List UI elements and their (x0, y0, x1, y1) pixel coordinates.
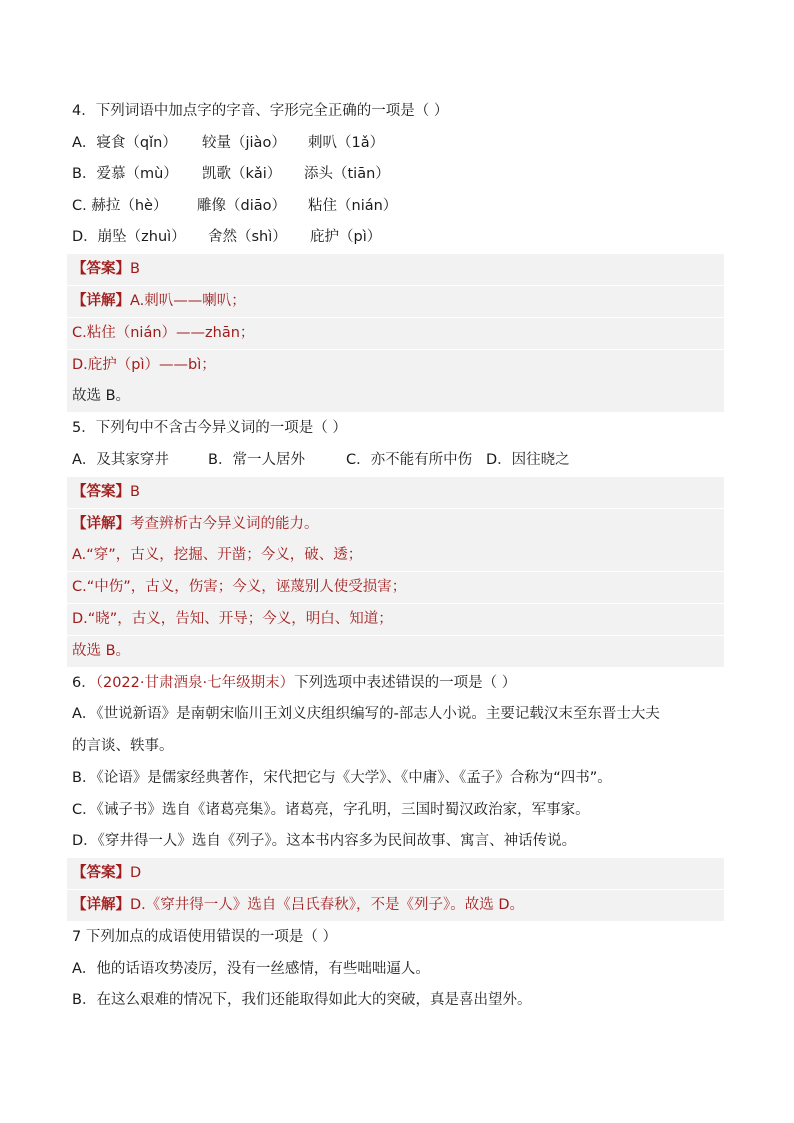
option-c-word-3: 粘住（nián） (308, 198, 398, 214)
question-5-detail-3: C.“中伤”，古义，伤害；今义，诬蔑别人使受损害； (67, 572, 724, 603)
question-text: 下列选项中表述错误的一项是（ ） (294, 675, 517, 691)
question-6-option-a-cont: 的言谈、轶事。 (72, 738, 174, 754)
question-source: （2022·甘肃酒泉·七年级期末） (95, 675, 295, 691)
question-5-option-b: B．常一人居外 (208, 452, 305, 468)
option-b-word-2: 凯歌（kǎi） (202, 166, 282, 182)
question-5-option-a: A．及其家穿井 (72, 452, 169, 468)
option-a-word-1: A．寝食（qǐn） (72, 135, 177, 151)
question-4-option-b (72, 159, 724, 190)
question-4-option-a (72, 128, 724, 159)
question-5-stem: 5．下列句中不含古今异义词的一项是（ ） (72, 420, 347, 436)
question-6-option-a: A．《世说新语》是南朝宋临川王刘义庆组织编写的-部志人小说。主要记载汉末至东晋士大夫 (72, 706, 660, 722)
question-4-detail-1 (67, 286, 724, 317)
question-6-option-d: D．《穿井得一人》选自《列子》。这本书内容多为民间故事、寓言、神话传说。 (72, 833, 577, 849)
option-d-word-1: D．崩坠（zhuì） (72, 229, 186, 245)
answer-value: D (130, 865, 142, 881)
question-4-stem: 4．下列词语中加点字的字音、字形完全正确的一项是（ ） (72, 103, 449, 119)
option-c-word-1: C. 赫拉（hè） (72, 198, 168, 214)
option-c-word-2: 雕像（diāo） (197, 198, 286, 214)
answer-value: B (130, 484, 140, 500)
question-5-detail-1 (67, 509, 724, 540)
option-a-word-2: 较量（jiào） (202, 135, 286, 151)
question-6-detail (67, 890, 724, 921)
question-7-option-a: A．他的话语攻势凌厉，没有一丝感情，有些咄咄逼人。 (72, 961, 430, 977)
question-6-option-c: C．《诫子书》选自《诸葛亮集》。诸葛亮，字孔明，三国时蜀汉政治家，军事家。 (72, 802, 590, 818)
question-4-option-d (72, 222, 724, 253)
question-4-option-c (72, 191, 724, 222)
answer-label: 【答案】 (72, 261, 130, 277)
answer-label: 【答案】 (72, 484, 130, 500)
question-number: 6． (72, 675, 96, 691)
option-d-word-3: 庇护（pì） (310, 229, 382, 245)
question-4-detail-2: C.粘住（nián）——zhān； (67, 318, 724, 349)
option-b-word-1: B．爱慕（mù） (72, 166, 178, 182)
detail-label: 【详解】 (72, 516, 130, 532)
question-5-option-c: C．亦不能有所中伤 (346, 452, 473, 468)
question-5-detail-5: 故选 B。 (67, 636, 724, 667)
question-5-detail-2: A.“穿”，古义，挖掘、开凿；今义，破、透； (67, 540, 724, 571)
detail-label: 【详解】 (72, 897, 130, 913)
question-4-detail-3: D.庇护（pì）——bì； (67, 350, 724, 381)
question-7-option-b: B．在这么艰难的情况下，我们还能取得如此大的突破，真是喜出望外。 (72, 992, 532, 1008)
detail-text: D.《穿井得一人》选自《吕氏春秋》，不是《列子》。故选 D。 (130, 897, 525, 913)
question-5-detail-4: D.“晓”，古义，告知、开导；今义，明白、知道； (67, 604, 724, 635)
question-5-option-d: D．因往晓之 (486, 452, 570, 468)
question-6-answer (67, 858, 724, 889)
question-6-stem (72, 668, 724, 699)
answer-label: 【答案】 (72, 865, 130, 881)
option-d-word-2: 舍然（shì） (208, 229, 287, 245)
option-b-word-3: 添头（tiān） (304, 166, 390, 182)
question-4-detail-4: 故选 B。 (67, 381, 724, 412)
detail-label: 【详解】 (72, 293, 130, 309)
question-5-answer (67, 477, 724, 508)
detail-text: A.刺叭——喇叭； (130, 293, 246, 309)
question-4-answer (67, 254, 724, 285)
option-a-word-3: 刺叭（1ǎ） (308, 135, 385, 151)
question-7-stem: 7 下列加点的成语使用错误的一项是（ ） (72, 929, 337, 945)
question-6-option-b: B．《论语》是儒家经典著作，宋代把它与《大学》、《中庸》、《孟子》合称为“四书”。 (72, 770, 612, 786)
detail-text: 考查辨析古今异义词的能力。 (130, 516, 319, 532)
answer-value: B (130, 261, 140, 277)
question-5-options (72, 445, 724, 476)
